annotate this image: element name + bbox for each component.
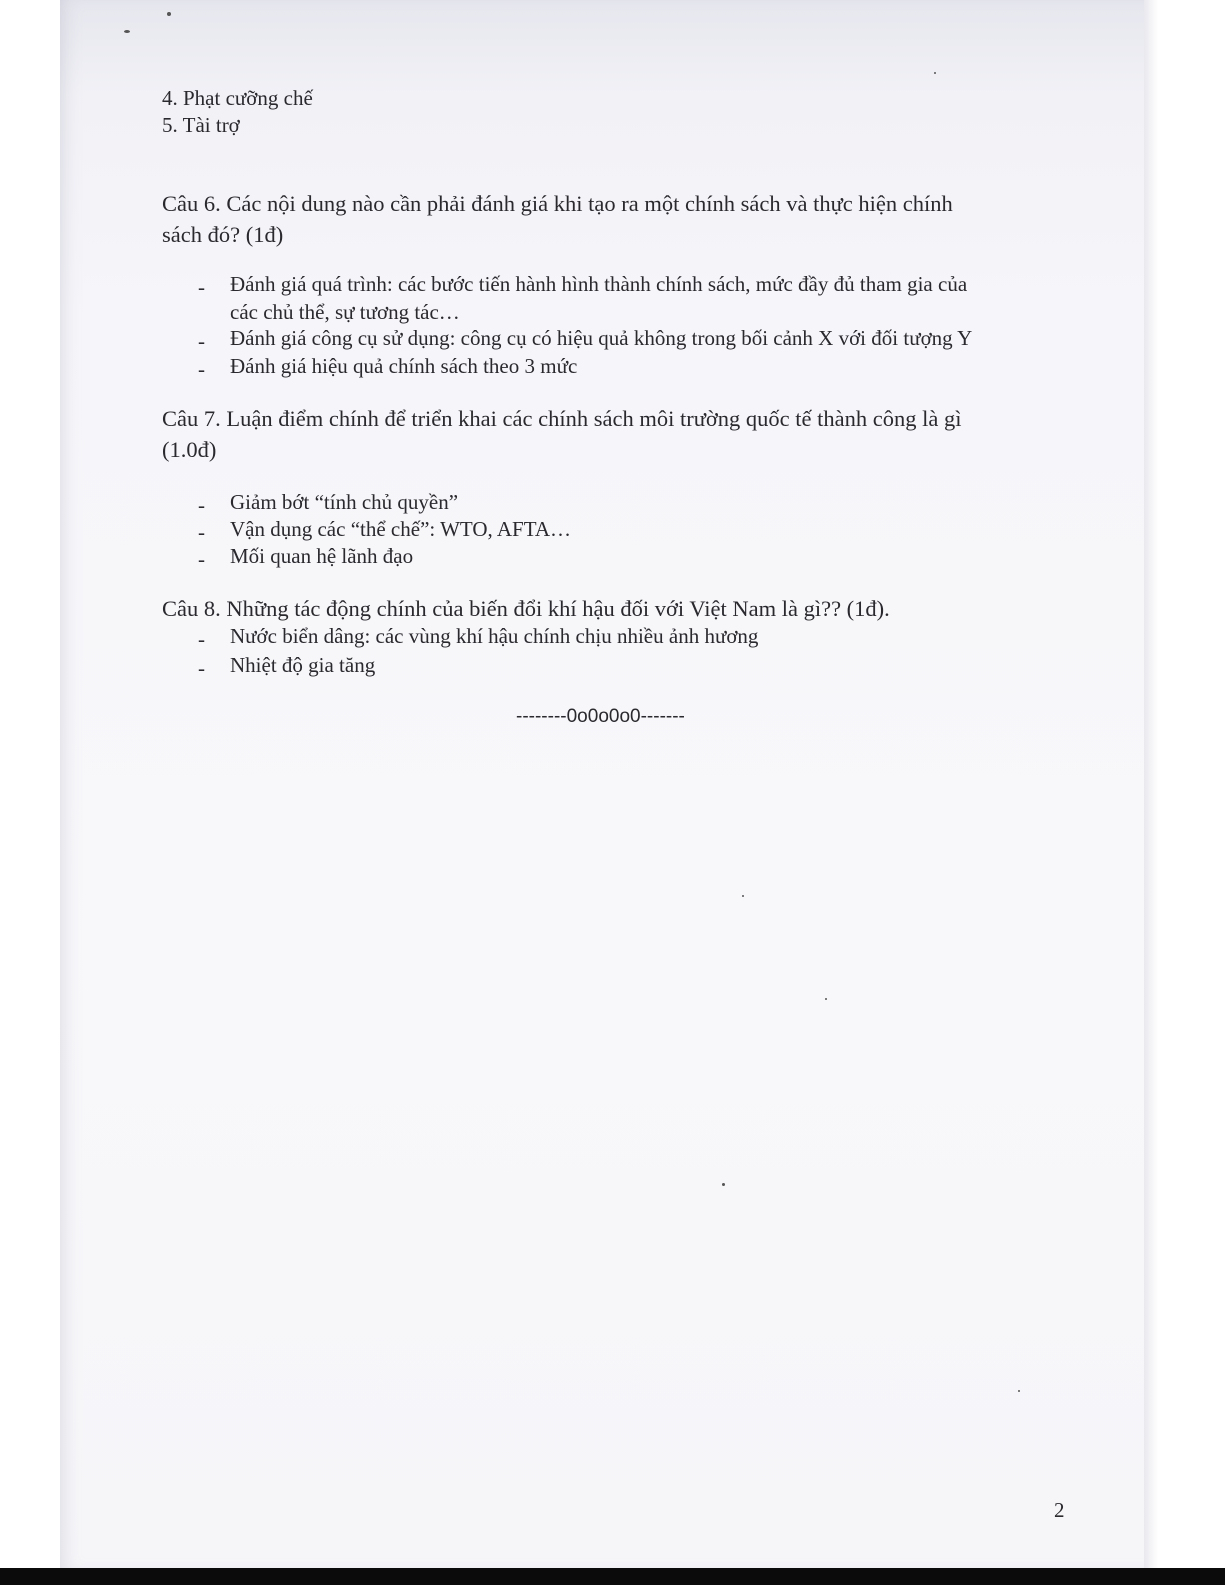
q6-bullet-1: Đánh giá quá trình: các bước tiến hành hình thành chính sách, mức đầy đủ tham gia của <box>230 272 968 296</box>
question-6-line-1: Câu 6. Các nội dung nào cần phải đánh giá khi tạo ra một chính sách và thực hiện chính <box>162 191 953 216</box>
paper-edge <box>1144 0 1158 1568</box>
bullet-dash: - <box>198 656 205 680</box>
list-item-4: 4. Phạt cưỡng chế <box>162 86 313 110</box>
speck <box>934 72 936 74</box>
speck <box>1018 1390 1020 1392</box>
speck <box>825 998 827 1000</box>
page-number: 2 <box>1054 1498 1065 1522</box>
q8-bullet-1: Nước biển dâng: các vùng khí hậu chính chịu nhiều ảnh hương <box>230 624 759 648</box>
q6-bullet-1-cont: các chủ thể, sự tương tác… <box>230 300 460 324</box>
list-item-5: 5. Tài trợ <box>162 113 240 137</box>
bullet-dash: - <box>198 493 205 517</box>
bullet-dash: - <box>198 275 205 299</box>
bullet-dash: - <box>198 520 205 544</box>
scanner-border <box>0 1568 1225 1585</box>
question-8-line-1: Câu 8. Những tác động chính của biến đổi khí hậu đối với Việt Nam là gì?? (1đ). <box>162 596 890 621</box>
speck <box>722 1183 725 1186</box>
speck <box>742 895 744 897</box>
bullet-dash: - <box>198 329 205 353</box>
q7-bullet-2: Vận dụng các “thể chế”: WTO, AFTA… <box>230 517 572 541</box>
q7-bullet-1: Giảm bớt “tính chủ quyền” <box>230 490 459 514</box>
bullet-dash: - <box>198 547 205 571</box>
q6-bullet-3: Đánh giá hiệu quả chính sách theo 3 mức <box>230 354 578 378</box>
q7-bullet-3: Mối quan hệ lãnh đạo <box>230 544 414 568</box>
question-6-line-2: sách đó? (1đ) <box>162 222 284 247</box>
end-separator: --------0o0o0o0------- <box>516 706 685 727</box>
question-7-line-2: (1.0đ) <box>162 437 217 462</box>
q8-bullet-2: Nhiệt độ gia tăng <box>230 653 376 677</box>
speck <box>124 30 130 33</box>
q6-bullet-2: Đánh giá công cụ sử dụng: công cụ có hiệu quả không trong bối cảnh X với đối tượng Y <box>230 326 973 350</box>
speck <box>167 12 171 16</box>
bullet-dash: - <box>198 627 205 651</box>
question-7-line-1: Câu 7. Luận điểm chính để triển khai các chính sách môi trường quốc tế thành công là gì <box>162 406 962 431</box>
bullet-dash: - <box>198 357 205 381</box>
